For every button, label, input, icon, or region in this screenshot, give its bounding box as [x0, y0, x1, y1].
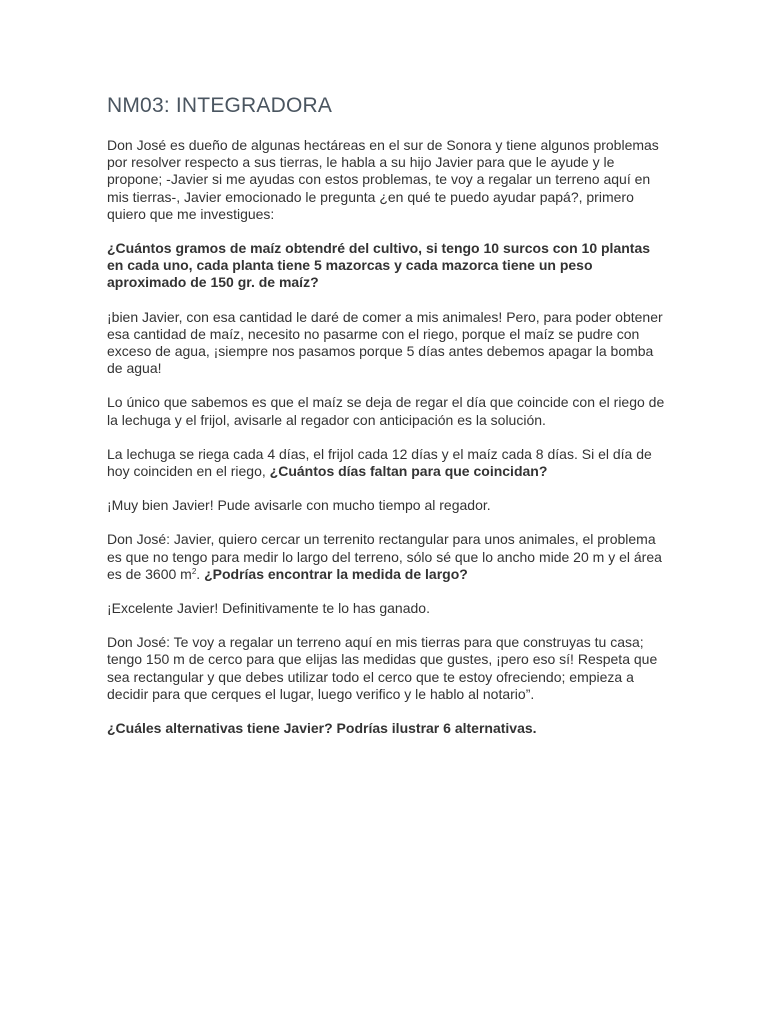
square-superscript: 2 [191, 566, 197, 576]
well-done-paragraph: ¡Muy bien Javier! Pude avisarle con mucho tiempo al regador. [107, 497, 491, 514]
question-alternatives: ¿Cuáles alternativas tiene Javier? Podrías ilustrar 6 alternativas. [107, 720, 537, 737]
coincidence-paragraph: Lo único que sabemos es que el maíz se deja de regar el día que coincide con el riego de la lechuga y el frijol, avisarle al regador con anticipación es la solución. [107, 394, 665, 428]
rectangular-plot-after: . [196, 565, 205, 582]
gift-land-paragraph: Don José: Te voy a regalar un terreno aquí en mis tierras para que construyas tu casa; tengo 150 m de cerco para que elijas las medidas que gustes, ¡pero eso sí! Respeta que sea rectangular y que debes utilizar todo el cerco que te estoy ofreciendo; empieza a decidir para que cerques el lugar, luego verifico y le hablo al notario”. [107, 634, 658, 702]
document-title: NM03: INTEGRADORA [107, 94, 333, 117]
excellent-paragraph: ¡Excelente Javier! Definitivamente te lo has ganado. [107, 600, 430, 617]
rectangular-plot-paragraph [107, 531, 667, 583]
watering-schedule-text: La lechuga se riega cada 4 días, el frijol cada 12 días y el maíz cada 8 días. Si el día de hoy coinciden en el riego, [107, 445, 652, 480]
question-length: ¿Podrías encontrar la medida de largo? [204, 565, 468, 582]
irrigation-paragraph: ¡bien Javier, con esa cantidad le daré de comer a mis animales! Pero, para poder obtener esa cantidad de maíz, necesito no pasarme con el riego, porque el maíz se pudre con exceso de agua, ¡siempre nos pasamos porque 5 días antes debemos apagar la bomba de agua! [107, 308, 663, 377]
question-days-coincide: ¿Cuántos días faltan para que coincidan? [269, 463, 548, 480]
rectangular-plot-text: Don José: Javier, quiero cercar un terrenito rectangular para unos animales, el problema es que no tengo para medir lo largo del terreno, sólo sé que lo ancho mide 20 m y el área es de 3600 m [107, 531, 662, 582]
question-corn-grams: ¿Cuántos gramos de maíz obtendré del cultivo, si tengo 10 surcos con 10 plantas en cada uno, cada planta tiene 5 mazorcas y cada mazorca tiene un peso aproximado de 150 gr. de maíz? [107, 240, 651, 291]
intro-paragraph: Don José es dueño de algunas hectáreas en el sur de Sonora y tiene algunos problemas por resolver respecto a sus tierras, le habla a su hijo Javier para que le ayude y le propone; -Javier si me ayudas con estos problemas, te voy a regalar un terreno aquí en mis tierras-, Javier emocionado le pregunta ¿en qué te puedo ayudar papá?, primero quiero que me investigues: [107, 137, 659, 222]
watering-schedule-paragraph [107, 446, 667, 480]
document-page [107, 92, 667, 754]
